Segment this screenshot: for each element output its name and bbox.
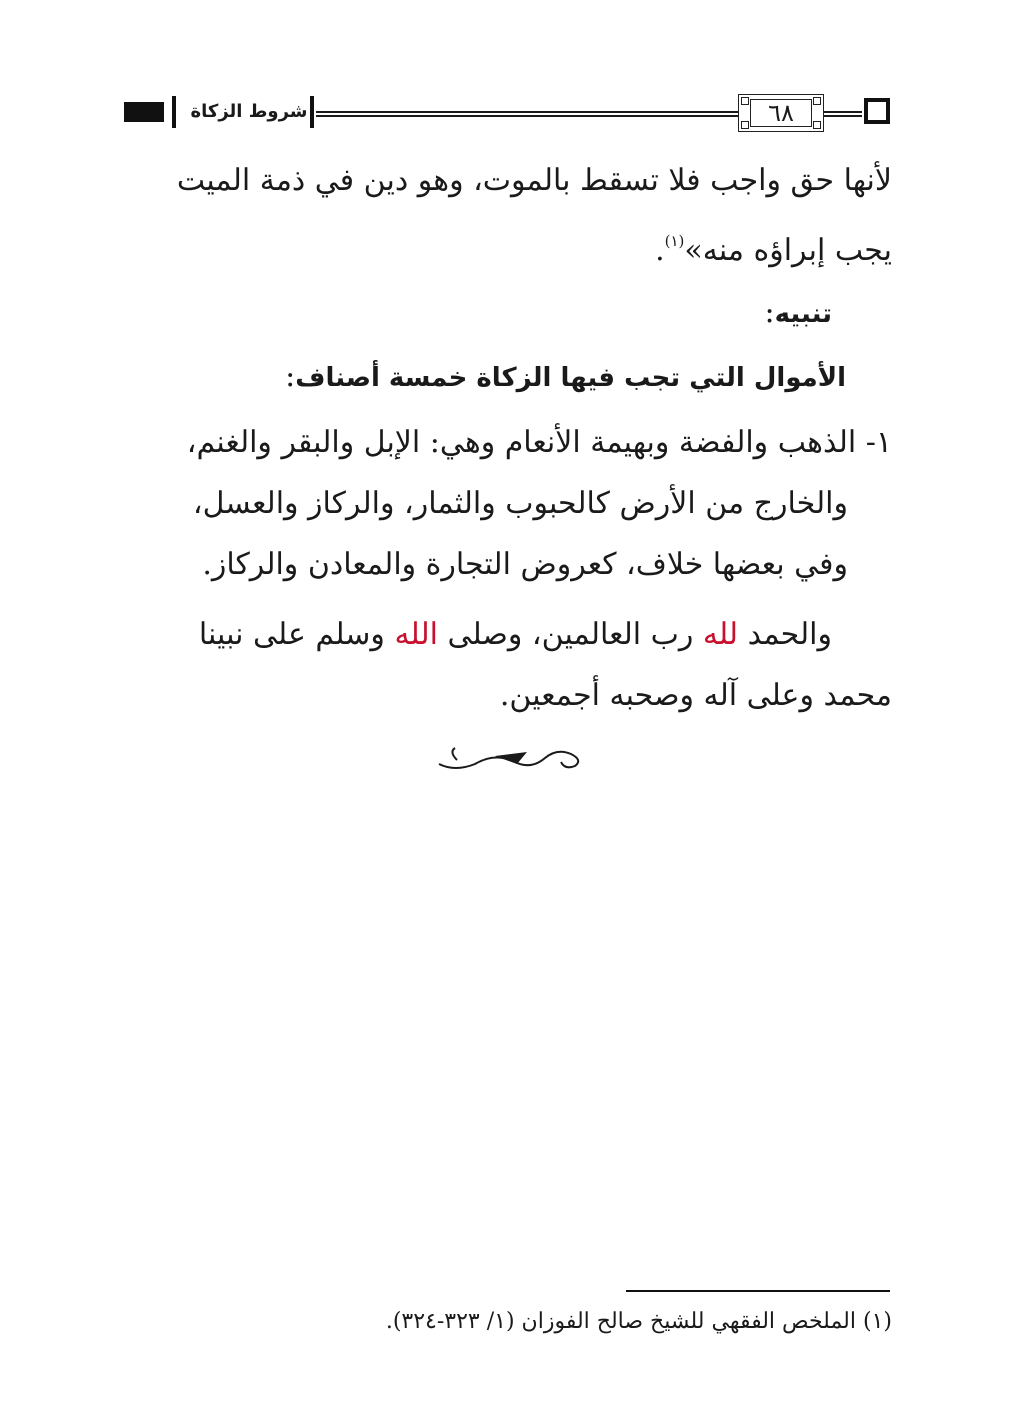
- header-tick-left: [172, 96, 176, 128]
- closing-paragraph: [124, 604, 892, 726]
- text-line: [124, 211, 892, 272]
- text-line: محمد وعلى آله وصحبه أجمعين.: [499, 678, 892, 713]
- notice-heading: [124, 282, 892, 343]
- footnote-separator: [626, 1290, 890, 1292]
- red-word: الله: [394, 617, 438, 652]
- footnote: (١) الملخص الفقهي للشيخ صالح الفوزان (١/ ٣٢٣-٣٢٤).: [385, 1309, 892, 1334]
- section-end-ornament-icon: [435, 742, 587, 774]
- notice-colon: :: [764, 295, 775, 330]
- page-header: [120, 94, 890, 134]
- footnote-ref: (١): [664, 232, 685, 250]
- red-word: لله: [702, 617, 739, 652]
- body-paragraph-continuation: [124, 150, 892, 272]
- running-title: شروط الزكاة: [190, 101, 308, 122]
- subheading-colon: :: [285, 359, 296, 394]
- text-span: والحمد: [738, 617, 832, 652]
- text-span: .: [655, 233, 665, 268]
- subheading: [124, 346, 892, 407]
- text-span: رب العالمين، وصلى: [437, 617, 703, 652]
- text-span: يجب إبراؤه منه»: [684, 233, 892, 268]
- page-number-frame: [738, 94, 824, 132]
- text-line: ١- الذهب والفضة وبهيمة الأنعام وهي: الإبل والبقر والغنم،: [186, 425, 892, 460]
- text-span: وسلم على نبينا: [198, 617, 395, 652]
- header-rule-left: [316, 111, 738, 117]
- text-line: وفي بعضها خلاف، كعروض التجارة والمعادن والركاز.: [202, 547, 848, 582]
- header-rule-right: [824, 111, 862, 117]
- notice-title: تنبيه: [774, 299, 832, 329]
- subheading-text: الأموال التي تجب فيها الزكاة خمسة أصناف: [295, 363, 846, 393]
- header-tick-right: [310, 96, 314, 128]
- page-number: ٦٨: [768, 99, 794, 127]
- text-line: [124, 604, 892, 665]
- header-ornament-bar: [124, 102, 164, 122]
- text-line: لأنها حق واجب فلا تسقط بالموت، وهو دين في ذمة الميت: [176, 163, 892, 198]
- header-square-ornament: [864, 98, 890, 124]
- list-item: [124, 412, 892, 595]
- text-line: والخارج من الأرض كالحبوب والثمار، والركاز والعسل،: [192, 486, 848, 521]
